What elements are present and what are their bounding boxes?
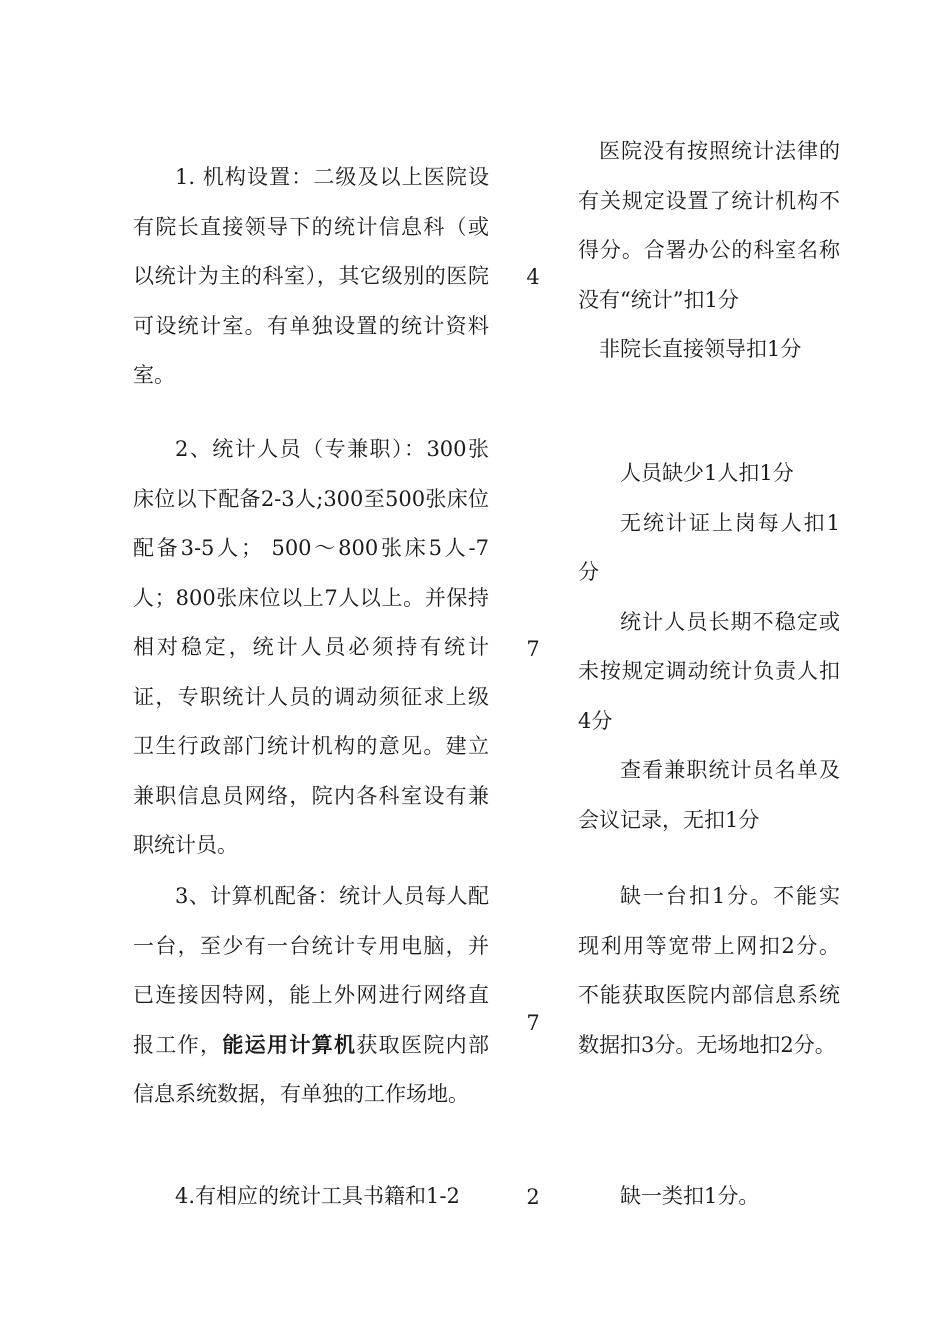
- deduction-3-a: 缺一台扣1分。不能实现利用等宽带上网扣2分。不能获取医院内部信息系统数据扣3分。无场地扣2分。: [578, 884, 840, 1057]
- criterion-4: [133, 1172, 489, 1222]
- criterion-3-bold: 能运用计算机: [222, 1032, 357, 1057]
- deduction-2-a: 人员缺少1人扣1分: [620, 461, 794, 485]
- score-2: 7: [526, 637, 540, 661]
- deduction-4-a: 缺一类扣1分。: [620, 1184, 760, 1208]
- deduction-3: [578, 872, 840, 1070]
- deduction-1-b: 非院长直接领导扣1分: [599, 337, 802, 361]
- criterion-2: [133, 425, 489, 871]
- criterion-3-before: 3、计算机配备：统计人员每人配一台，至少有一台统计专用电脑，并已连接因特网，能上外网进行网络直报工作，: [133, 884, 489, 1057]
- criterion-2-text: 2、统计人员（专兼职）：300张床位以下配备2-3人;300至500张床位配备3-5人； 500～800张床5人-7人；800张床位以上7人以上。并保持相对稳定，统计人员必须持有统计证，专职统计人员的调动须征求上级卫生行政部门统计机构的意见。建立兼职信息员网络，院内各科室设有兼职统计员。: [133, 437, 489, 857]
- deduction-2-b: 无统计证上岗每人扣1分: [578, 510, 840, 584]
- criterion-4-text: 4.有相应的统计工具书籍和1-2: [175, 1184, 460, 1208]
- deduction-1-a: 医院没有按照统计法律的有关规定设置了统计机构不得分。合署办公的科室名称没有“统计”扣1分: [578, 139, 840, 312]
- criterion-1-text: 1. 机构设置：二级及以上医院设有院长直接领导下的统计信息科（或以统计为主的科室），其它级别的医院可设统计室。有单独设置的统计资料室。: [133, 165, 489, 387]
- criterion-3: [133, 872, 489, 1120]
- criterion-3-after: 获取医院内部信息系统数据，有单独的工作场地。: [133, 1032, 490, 1106]
- score-1: 4: [526, 265, 540, 289]
- deduction-1: [578, 127, 840, 375]
- criterion-3-text: [133, 872, 489, 1120]
- deduction-2-d: 查看兼职统计员名单及会议记录，无扣1分: [578, 758, 840, 832]
- deduction-2: [578, 449, 840, 845]
- deduction-2-c: 统计人员长期不稳定或未按规定调动统计负责人扣4分: [578, 609, 840, 733]
- score-3: 7: [526, 1011, 540, 1035]
- deduction-4: [578, 1172, 840, 1222]
- criterion-1: [133, 153, 489, 401]
- score-4: 2: [526, 1185, 540, 1209]
